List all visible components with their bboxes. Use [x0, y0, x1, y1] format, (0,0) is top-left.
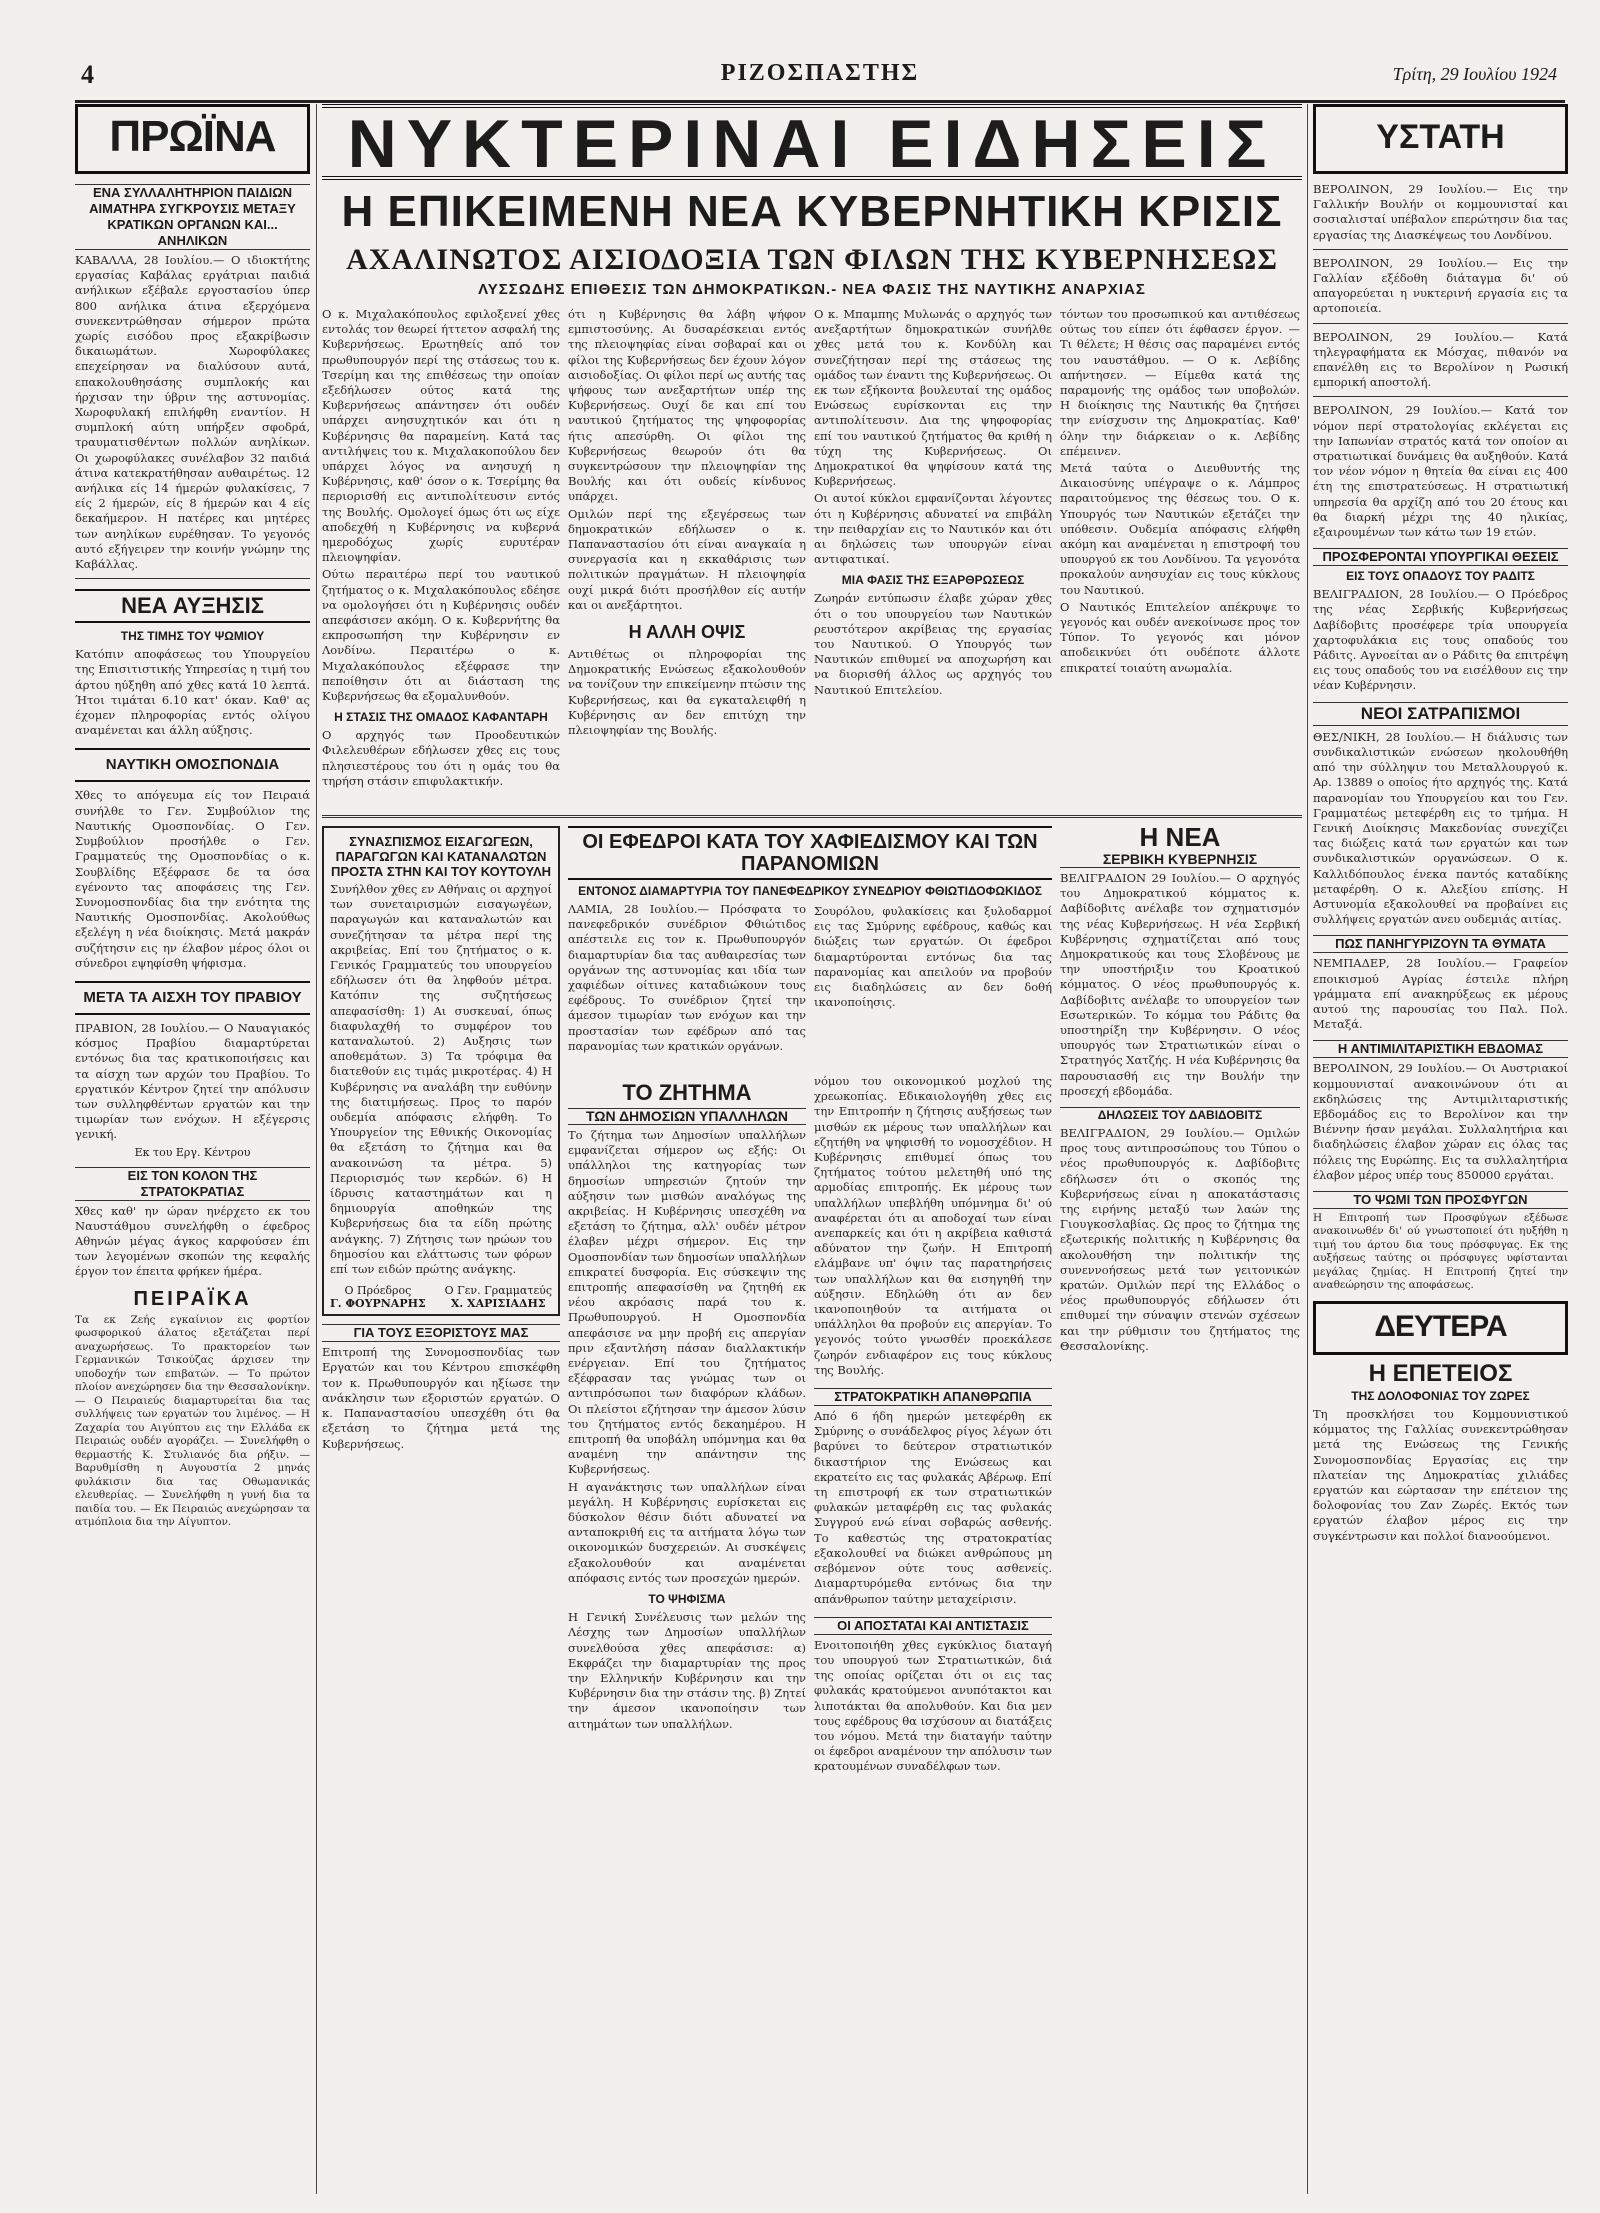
column-divider	[316, 104, 317, 2194]
article-body: Ενοιτοποιήθη χθες εγκύκλιος διαταγή του υπουργού των Στρατιωτικών, διά της οποίας ορίζεται ότι οι εις τας φυλακάς κρατούμενοι ανυπότακτοι και λιποτάκται θα απολυθούν. Και δια μεν τους εφέδρους θα ισχύσουν αι διατάξεις του νόμου. Μετά την διαταγήν ταύτην οι έφεδροι αναμένουν την απόλυσιν των κρατουμένων συναδέλφων των.	[814, 1637, 1052, 1774]
headline: Η ΝΕΑ	[1139, 826, 1221, 852]
article-body: Κατόπιν αποφάσεως του Υπουργείου της Επισιτιστικής Υπηρεσίας η τιμή του άρτου ηύξηθη από χθες κατά 10 λεπτά. Ήτοι τιμάται 6.10 κατ' όκαν. Καθ' ας έχομεν πληροφορίας εντός ολίγου αναμένεται και άλλη αύξησις.	[75, 647, 310, 738]
article-body: ΒΕΡΟΛΙΝΟΝ, 29 Ιουλίου.— Εις την Γαλλίαν εξέδοθη διάταγμα δι' ού απαγορεύεται η νυκτερινή εργασία εις τα αρτοποιεία.	[1313, 255, 1568, 316]
article-body: Σουρόλου, φυλακίσεις και ξυλοδαρμοί εις τας Σμύρνης εφέδρους, καθώς και διώξεις των εργατών. Οι έφεδροι διαμαρτύρονται εντόνως δια τας παρανομίας και απειλούν να προβούν εις διαδηλώσεις αν δεν δοθή ικανοποίησις.	[814, 904, 1052, 1010]
subheadline: ΤΗΣ ΤΙΜΗΣ ΤΟΥ ΨΩΜΙΟΥ	[120, 629, 265, 644]
article-body: Επιτροπή της Συνομοσπονδίας των Εργατών και του Κέντρου επισκέφθη τον κ. Πρωθυπουργόν και ηξίωσε την ανάκλησιν των εξοριστών εργατών. Ο κ. Παπαναστασίου υπεσχέθη ότι θα εξετάση το ζήτημα μετά της Κυβερνήσεως.	[322, 1345, 560, 1451]
headline: Η ΑΝΤΙΜΙΛΙΤΑΡΙΣΤΙΚΗ ΕΒΔΟΜΑΣ	[1313, 1040, 1568, 1058]
article-body: Από 6 ήδη ημερών μετεφέρθη εκ Σμύρνης ο συνάδελφος ρίγος λέγων ότι βαρύνει το δεύτερον στρατιωτικόν δικαστήριον της Ενώσεως και εκρατείτο εις τας φυλακάς Αβέρωφ. Επί τη επιστροφή εκ των στρατιωτικών φυλακών μεταφέρθη εις τας φυλακάς Συγγρού ενώ είναι σοβαρώς ασθενής. Το καθεστώς της στρατοκρατίας εξακολουθεί να διώκει ανθρώπους μη σεβόμενον ούτε τους ασθενείς. Διαμαρτυρόμεθα εντόνως δια την απάνθρωπον ταύτην μεταχείρισιν.	[814, 1409, 1052, 1606]
article-body: ΒΕΛΙΓΡΑΔΙΟΝ 29 Ιουλίου.— Ο αρχηγός του Δημοκρατικού κόμματος κ. Δαβίδοβιτς ανέλαβε τον σχηματισμόν της νέας Κυβερνήσεως. Η νέα Σερβική Κυβέρνησις σχηματίζεται από τους Δημοκρατικούς και τους Σλοβένους με την υποστήριξιν του Κροατικού κόμματος. Ο νέος πρωθυπουργός κ. Δαβίδοβιτς ανέλαβε το υπουργείον των Εσωτερικών. Το κόμμα του Ράδιτς θα υποστηρίξη την Κυβέρνησιν. Ο νέος υπουργός των Στρατιωτικών είναι ο Στρατηγός Χατζής. Η νέα Κυβέρνησις θα παρουσιασθή εις την Βουλήν την προσεχή εβδομάδα.	[1060, 871, 1300, 1098]
subheadline: ΤΟ ΨΗΦΙΣΜΑ	[648, 1592, 726, 1607]
article-body: Ζωηράν εντύπωσιν έλαβε χώραν χθες ότι ο του υπουργείου των Ναυτικών ρευστότερον ακρίβειας της εργασίας του Ναυτικού. Ο Υπουργός των Ναυτικών επιθυμεί να αποχωρήση και να διορισθή άλλος ως αρχηγός του Ναυτικού Επιτελείου.	[814, 591, 1052, 697]
headline: ΕΙΣ ΤΟΝ ΚΟΛΟΝ ΤΗΣ ΣΤΡΑΤΟΚΡΑΤΙΑΣ	[75, 1167, 310, 1201]
subheadline: ΜΙΑ ΦΑΣΙΣ ΤΗΣ ΕΞΑΡΘΡΩΣΕΩΣ	[841, 573, 1025, 588]
headline: ΠΩΣ ΠΑΝΗΓΥΡΙΖΟΥΝ ΤΑ ΘΥΜΑΤΑ	[1313, 935, 1568, 953]
second-edition-banner: ΔΕΥΤΕΡΑ	[1313, 1301, 1568, 1355]
headline: ΤΟ ΨΩΜΙ ΤΩΝ ΠΡΟΣΦΥΓΩΝ	[1313, 1191, 1568, 1209]
headline: ΝΕΟΙ ΣΑΤΡΑΠΙΣΜΟΙ	[1313, 702, 1568, 726]
article-body: Χθες το απόγευμα είς τον Πειραιά συνήλθε το Γεν. Συμβούλιον της Ναυτικής Ομοσπονδίας. Ο Γεν. Συμβούλιον προσήλθε ο Γεν. Γραμματεύς της Ομοσπονδίας ο κ. Σουβλίδης Εξέφρασε δε τα όσα εγένοντο τας αποφάσεις της Γεν. Συνομοσπονδίας δια την ενότητα της Ναυτικής Ομοσπονδίας. Ακολούθως εξελέγη η νέα διοίκησις. Μετά μακράν συζήτησιν εις ην έλαβον μέρος όλοι οι σύνεδροι εψηφίσθη ψήφισμα.	[75, 788, 310, 970]
right-column	[1313, 104, 1568, 2194]
headline: ΠΕΙΡΑΪΚΑ	[133, 1287, 252, 1310]
article-body: Τα εκ Ζεής εγκαίνιον εις φορτίον φωσφορικού άλατος εξετάζεται περί αναχωρήσεως. Το πρακτορείον των Γερμανικών Τσικούζας άρχισεν την υποδοχήν των επιβατών. — Το πρώτον πλοίον ανεχώρησεν δια την Θεσσαλονίκην. — Ο Πειραιεύς διαμαρτυρείται δια τας συλλήψεις των εργατών του λιμένος. — Η Ζαχαρία του Αιγύπτου εις την Ελλάδα εκ Πειραιώς ουδέν αγοράζει. — Συνελήφθη ο θερμαστής Κ. Στυλιανός δια ρήξιν. — Βαρυθμίσθη η Αυγουστία 2 μηνάς φυλάκισιν δια τας Οθωμανικάς ελευθερίας. — Συνελήφθη η γυνή δια τα παιδία του. — Εκ Πειραιώς ανεχώρησαν τα ατμόπλοια δια την Αίγυπτον.	[75, 1313, 310, 1529]
article-body: Μετά ταύτα ο Διευθυντής της Δικαιοσύνης υπέγραψε ο κ. Λάμπρος παραιτούμενος της θέσεως του. Ο κ. Υπουργός των Ναυτικών εξετάζει την υπόθεσιν. Ουδεμία απόφασις ελήφθη ακόμη και αναμένεται η επιστροφή του υπουργού εκ του Λονδίνου. Τα γεγονότα προκαλούν ανησυχίαν εις τους κύκλους του Ναυτικού.	[1060, 461, 1300, 597]
newspaper-name: ΡΙΖΟΣΠΑΣΤΗΣ	[720, 60, 920, 86]
article-body: Ο κ. Μπαμπης Μυλωνάς ο αρχηγός των ανεξαρτήτων δημοκρατικών συνήλθε χθες μετά του κ. Κονδύλη και συνεζήτησαν περί της στάσεως της ομάδος των έναντι της Κυβερνήσεως. Οι εκ των εξήκοντα βουλευταί της ομάδος Ενώσεως ευρίσκονται εις την αντιπολίτευσιν. Δια της ψηφοφορίας επί του ναυτικού ζητήματος θα κριθή η τύχη της Κυβερνήσεως. Οι Δημοκρατικοί θα ψηφίσουν κατά της Κυβερνήσεως.	[814, 307, 1052, 489]
subheadline: Η ΑΛΛΗ ΟΨΙΣ	[628, 622, 746, 643]
last-minute-banner: ΥΣΤΑΤΗ	[1313, 104, 1568, 174]
article-body: νόμου του οικονομικού μοχλού της χρεωκοπίας. Εδικαιολογήθη χθες εις την Επιτροπήν η ζήτησις αυξήσεως των μισθών εκ μέρους των υπαλλήλων και εζητήθη να ψηφισθή το νομοσχέδιον. Η Κυβέρνησις επιθυμεί όπως του ζητήματος τούτου μελετηθή υπό της αρμοδίας επιτροπής. Εκ μέρους των υπαλλήλων υπεβλήθη υπόμνημα δι' ού αναφέρεται ότι αι αποδοχαί των είναι ανεπαρκείς και ότι η ακρίβεια καθιστά αδύνατον την ζωήν. Η Επιτροπή ελάμβανε υπ' όψιν τας παρατηρήσεις των υπαλλήλων και θα εισηγηθή την αύξησιν. Εδηλώθη ότι αν δεν ικανοποιηθούν τα αιτήματα οι υπάλληλοι θα προβούν εις απεργίαν. Το γεγονός τούτο γνωσθέν προεκάλεσε ζωηρόν ενδιαφέρον εις τους κύκλους της Βουλής.	[814, 1074, 1052, 1377]
article-body: Τη προσκλήσει του Κομμουνιστικού κόμματος της Γαλλίας συνεκεντρώθησαν μετά της Ενώσεως της Γενικής Συνομοσπονδίας Εργασίας εις την πλατείαν της Δημοκρατίας χιλιάδες εργατών και εώρτασαν την επέτειον της δολοφονίας του Ζαν Ζωρές. Εκτός των εργατών έλαβον μέρος εις την συγκέντρωσιν και πολλοί διανοούμενοι.	[1313, 1406, 1568, 1543]
main-deck: ΛΥΣΣΩΔΗΣ ΕΠΙΘΕΣΙΣ ΤΩΝ ΔΗΜΟΚΡΑΤΙΚΩΝ.- ΝΕΑ ΦΑΣΙΣ ΤΗΣ ΝΑΥΤΙΚΗΣ ΑΝΑΡΧΙΑΣ	[478, 281, 1146, 298]
article-body: ΒΕΡΟΛΙΝΟΝ, 29 Ιουλίου.— Εις την Γαλλικήν Βουλήν οι κομμουνισταί και σοσιαλισταί υπέβαλον επερώτησιν δια τας εργασίας της Διασκέψεως του Λονδίνου.	[1313, 182, 1568, 242]
headline: ΣΤΡΑΤΟΚΡΑΤΙΚΗ ΑΠΑΝΘΡΩΠΙΑ	[814, 1388, 1052, 1406]
headline: ΕΝΑ ΣΥΛΛΑΛΗΤΗΡΙΟΝ ΠΑΙΔΙΩΝ ΑΙΜΑΤΗΡΑ ΣΥΓΚΡΟΥΣΙΣ ΜΕΤΑΞΥ ΚΡΑΤΙΚΩΝ ΟΡΓΑΝΩΝ ΚΑΙ... ΑΝΗΛΙΚΩΝ	[75, 184, 310, 250]
divider	[75, 578, 310, 579]
center-column	[322, 104, 1302, 2194]
article-body: Η Επιτροπή των Προσφύγων εξέδωσε ανακοινωθέν δι' ού γνωστοποιεί ότι ηυξήθη η τιμή του άρτου δια τους πρόσφυγας. Εκ της αυξήσεως ταύτης οι πρόσφυγες υφίστανται μεγάλας ζημίας. Η Επιτροπή ζητεί την αναθεώρησιν της αποφάσεως.	[1313, 1211, 1568, 1292]
article-body: Αντιθέτως οι πληροφορίαι της Δημοκρατικής Ενώσεως εξακολουθούν να τονίζουν την επικείμενην πτώσιν της Κυβερνήσεως, και θα εγκαταλειφθή η Κυβέρνησις αν δεν επιτύχη την πλειοψηφίαν της Βουλής.	[568, 647, 806, 738]
headline: ΜΕΤΑ ΤΑ ΑΙΣΧΗ ΤΟΥ ΠΡΑΒΙΟΥ	[75, 981, 310, 1015]
article-body: ΒΕΡΟΛΙΝΟΝ, 29 Ιουλίου.— Οι Αυστριακοί κομμουνισταί ανακοινώνουν ότι αι εκδηλώσεις της Αντιμιλιταριστικής Εβδομάδος εις το Βερολίνον και την Βιέννην ήσαν μεγάλαι. Συλλαλητήρια και διαδηλώσεις έλαβον χώραν εις όλας τας πόλεις της Ευρώπης. Εις τα συλλαλητήρια έλαβον μέρος υπέρ τους 850000 εργάται.	[1313, 1061, 1568, 1182]
divider	[1313, 396, 1568, 397]
article-body: Ο κ. Μιχαλακόπουλος εφιλοξενεί χθες εντολάς τον θεωρεί ήττετον ασφαλή της Κυβερνήσεως. Ερωτηθείς από τον πρωθυπουργόν περί της στάσεως του κ. Τσερίμη και της επιθέσεως την οποίαν εξεδήλωσεν ούτος κατά της Κυβερνήσεως απάντησεν ότι ουδέν υπάρχει ανησυχητικόν και ότι η Κυβέρνησις θα παραμείνη. Κατά τας αντιλήψεις του κ. Μιχαλακοπούλου δεν υπάρχει λόγος να ανησυχή η Κυβέρνησις, καθ' όσον ο κ. Τσερίμης θα περιορισθή εις αντιπολίτευσιν εντός της Βουλής. Ομολογεί όμως ότι ως είχε αποδεχθή η Κυβέρνησις να κυβερνά ημεροδόχως χωρίς ευρυτέραν πλειοψηφίαν.	[322, 307, 560, 565]
article-body: ΒΕΛΙΓΡΑΔΙΟΝ, 29 Ιουλίου.— Ομιλών προς τους αντιπροσώπους του Τύπου ο νέος πρωθυπουργός κ. Δαβίδοβιτς εδήλωσεν ότι ο σκοπός της Κυβερνήσεως είναι η αποκατάστασις της ειρήνης μεταξύ των λαών της Γιουγκοσλαβίας. Ως προς το ζήτημα της εξωτερικής πολιτικής η Κυβέρνησις θα ακολουθήση την πολιτικήν της συνεννοήσεως μετά των γειτονικών κρατών. Ομιλών περί της Ελλάδος ο νέος πρωθυπουργός εδήλωσεν ότι επιθυμεί την σύναψιν στενών σχέσεων και την ρύθμισιν του ζητήματος της Θεσσαλονίκης.	[1060, 1126, 1300, 1353]
subheadline: ΤΩΝ ΔΗΜΟΣΙΩΝ ΥΠΑΛΛΗΛΩΝ	[568, 1108, 806, 1125]
article-body: ΒΕΡΟΛΙΝΟΝ, 29 Ιουλίου.— Κατά τηλεγραφήματα εκ Μόσχας, πιθανόν να επανέλθη εις το Βερολίνον η Ρωσική εμπορική αποστολή.	[1313, 329, 1568, 390]
masthead-rule	[75, 100, 1565, 103]
issue-date: Τρίτη, 29 Ιουλίου 1924	[1392, 64, 1557, 84]
left-column	[75, 104, 310, 2194]
subheadline: ΔΗΛΩΣΕΙΣ ΤΟΥ ΔΑΒΙΔΟΒΙΤΣ	[1060, 1107, 1300, 1123]
main-headline: Η ΕΠΙΚΕΙΜΕΝΗ ΝΕΑ ΚΥΒΕΡΝΗΤΙΚΗ ΚΡΙΣΙΣ	[341, 187, 1283, 236]
signature: Εκ του Εργ. Κέντρου	[134, 1145, 251, 1159]
article-body: Η αγανάκτησις των υπαλλήλων είναι μεγάλη. Η Κυβέρνησις ευρίσκεται εις δύσκολον θέσιν διότι αδυνατεί να ανταποκριθή εις τα αιτήματα λόγω των οικονομικών δυσχερειών. Αι συσκέψεις εξακολουθούν και αναμένεται απόφασις εντός των προσεχών ημερών.	[568, 1479, 806, 1585]
signature-title: Ο Πρόεδρος	[344, 1284, 412, 1298]
article-body: Ο αρχηγός των Προοδευτικών Φιλελευθέρων εδήλωσεν χθες εις τους πλησιεστέρους του ότι η ομάς του θα τηρήση στάσιν επιφυλακτικήν.	[322, 728, 560, 788]
subheadline: ΤΗΣ ΔΟΛΟΦΟΝΙΑΣ ΤΟΥ ΖΩΡΕΣ	[1351, 1388, 1530, 1403]
headline: Η ΕΠΕΤΕΙΟΣ	[1368, 1359, 1513, 1387]
article-body: Ούτω περαιτέρω περί του ναυτικού ζητήματος ο κ. Μιχαλακόπουλος εδέησε να ομολογήσει ότι η Κυβέρνησις ουδέν απεφάσισεν ακόμη. Ο κ. Κυβερνήτης θα εκπροσωπήση την Κυβέρνησιν εν Λονδίνω. Περαιτέρω ο κ. Μιχαλακόπουλος εξέφρασε την πεποίθησιν ότι αι διάσταση της Κυβερνήσεως θα εξομαλυνθούν.	[322, 567, 560, 704]
article-body: ΚΑΒΑΛΛΑ, 28 Ιουλίου.— Ο ιδιοκτήτης εργασίας Καβάλας εργάτριαι παιδιά ανήλικων εξέβαλε εργοστασίου ύπερ 800 ανήλικα άτινα εξερχόμενα συνεκεντρώθησαν σήμερον πρώτα χωρίς εισόδου προς εξακρίβωσιν δικαιωμάτων. Χωροφύλακες επεχείρησαν να διαλύσουν αυτά, επακολουθησάσης συμπλοκής και ήρχισαν την ύβριν της αστυνομίας. Χωροφυλακή επιλήφθη εναντίον. Η συμπλοκή αύτη υπήρξεν σφοδρά, τραυματισθέντων πολλών ανηλίκων. Οι χωροφύλακες συνέλαβον 32 παιδιά άτινα κατεκρατήθησαν αυθαιρέτως. 12 ανήλικα είς 14 ήμερών φυλακίσεις, 7 είς 2 ήμερών, είς 8 ήμερών και 4 είς δεκαήμερον. Η πατέρες και μητέρες των ανηλίκων ευρέθησαν. Το γεγονός αυτό εξήγειρεν την κοινήν γνώμην της Καβάλλας.	[75, 253, 310, 572]
lower-articles	[322, 826, 1302, 2176]
article-body: ΝΕΜΠΑΔΕΡ, 28 Ιουλίου.— Γραφείον εποικισμού Αγρίας έστειλε πλήρη γράμματα επί ανακηρύξεως εκ μέρους αυτού της παρουσίας του Παλ. Πολ. Μεταξά.	[1313, 956, 1568, 1032]
article-body: Συνήλθον χθες εν Αθήναις οι αρχηγοί των συνεταιρισμών εισαγωγέων, παραγωγών και καταναλωτών και συνεζήτησαν τα μέτρα περί της ακριβείας. Επί του ζητήματος ο κ. Γενικός Γραμματεύς του υπουργείου εδήλωσεν ότι θα ληφθούν μέτρα. Κατόπιν της συζητήσεως απεφασίσθη: 1) Αι συσκευαί, όπως διαφυλαχθή το συμφέρον του καταναλωτού. 2) Αυξησις των αποθεμάτων. 3) Τα τρόφιμα θα διατεθούν εις τιμάς μικροτέρας. 4) Η Κυβέρνησις να αναλάβη την ευθύνην της διατιμήσεως. Προς το παρόν ουδεμία απόφασις ελήφθη. Το Υπουργείον της Εθνικής Οικονομίας θα εξετάση το ζήτημα και θα ανακοινώση τα μέτρα. 5) Περιορισμός των κερδών. 6) Η ίδρυσις καταστημάτων και η δημιουργία αποθηκών της Κυβερνήσεως δια τα είδη πρώτης ανάγκης. 7) Ζήτησις των ηρώων του δημοσίου και ελάττωσις των φόρων επί των ειδών πρώτης ανάγκης.	[330, 882, 552, 1277]
headline: ΓΙΑ ΤΟΥΣ ΕΞΟΡΙΣΤΟΥΣ ΜΑΣ	[322, 1324, 560, 1342]
morning-news-banner: ΠΡΩΪΝΑ	[75, 104, 310, 174]
page-number: 4	[81, 60, 94, 89]
column-divider	[1307, 104, 1308, 2194]
main-subheadline: ΑΧΑΛΙΝΩΤΟΣ ΑΙΣΙΟΔΟΞΙΑ ΤΩΝ ΦΙΛΩΝ ΤΗΣ ΚΥΒΕΡΝΗΣΕΩΣ	[346, 243, 1278, 276]
article-body: τόντων του προσωπικού και αντιθέσεως ούτως του είπεν ότι έφθασεν έργον. — Τι θέλετε; Η θέσις σας παραμένει εντός του ναυστάθμου. — Ο κ. Λεβίδης απήντησεν. — Είμεθα κατά της παραμονής της ομάδος των υποβολών. Η διοίκησις της Ναυτικής θα ζητήσει την ενίσχυσιν της Δημοκρατίας. Καθ' όλην την διάρκειαν ο κ. Λεβίδης επέμεινεν.	[1060, 307, 1300, 458]
divider	[1313, 323, 1568, 324]
article-body: ΛΑΜΙΑ, 28 Ιουλίου.— Πρόσφατα το πανεφεδρικόν συνέδριον Φθιώτιδος απέστειλε εις τον κ. Πρωθυπουργόν διαμαρτυρίαν δια τας αυθαιρεσίας των οργάνων της αστυνομίας και ιδία των χαφιέδων οίτινες καταδιώκουν τους εφέδρους. Το συνέδριον ζητεί την άμεσον τιμωρίαν των ενόχων και την προστασίαν των εφέδρων από τας παρανομίας των κρατικών οργάνων.	[568, 902, 806, 1053]
headline: ΣΥΝΑΣΠΙΣΜΟΣ ΕΙΣΑΓΩΓΕΩΝ, ΠΑΡΑΓΩΓΩΝ ΚΑΙ ΚΑΤΑΝΑΛΩΤΩΝ ΠΡΟΣΤΑ ΣΤΗΝ ΚΑΙ ΤΟΥ ΚΟΥΤΟΥΛΗ	[330, 834, 552, 879]
article-body: ΒΕΛΙΓΡΑΔΙΟΝ, 28 Ιουλίου.— Ο Πρόεδρος της νέας Σερβικής Κυβερνήσεως Δαβίδοβιτς προσέφερε τρία υπουργεία χαρτοφυλάκια εις τους οπαδούς του Ράδιτς. Αγνοείται αν ο Ράδιτς θα επιτρέψη εις τους οπαδούς του να εισέλθουν εις την νέαν Κυβέρνησιν.	[1313, 587, 1568, 693]
headline: ΤΟ ΖΗΤΗΜΑ	[622, 1080, 752, 1105]
article-body: Ομιλών περί της εξεγέρσεως των δημοκρατικών εδήλωσεν ο κ. Παπαναστασίου ότι είναι αναγκαία η συνεργασία και η εκκαθάρισις των πολιτικών πραγμάτων. Η πλειοψηφία ουχί μικρά διότι προσήλθον είς αυτήν και οι ανεξάρτητοι.	[568, 506, 806, 612]
article-body: Οι αυτοί κύκλοι εμφανίζονται λέγοντες ότι η Κυβέρνησις αδυνατεί να επιβάλη την πειθαρχίαν εις το Ναυτικόν και ότι αι δηλώσεις των υπουργών είναι αντιφατικαί.	[814, 491, 1052, 567]
article-body: Η Γενική Συνέλευσις των μελών της Λέσχης των Δημοσίων υπαλλήλων συνελθούσα χθες απεφάσισε: α) Εκφράζει την διαμαρτυρίαν της προς την Ελληνικήν Κυβέρνησιν και την Κυβέρνησιν δια την στάσιν της. β) Ζητεί την άμεσον ικανοποίησιν των αιτημάτων των υπαλλήλων.	[568, 1610, 806, 1731]
signature-title: Ο Γεν. Γραμματεύς	[444, 1284, 552, 1298]
subheadline: ΕΙΣ ΤΟΥΣ ΟΠΑΔΟΥΣ ΤΟΥ ΡΑΔΙΤΣ	[1346, 569, 1535, 584]
headline: ΟΙ ΑΠΟΣΤΑΤΑΙ ΚΑΙ ΑΝΤΙΣΤΑΣΙΣ	[814, 1617, 1052, 1635]
signature-name: Γ. ΦΟΥΡΝΑΡΗΣ	[330, 1297, 426, 1311]
article-body: Χθες καθ' ην ώραν ηνέρχετο εκ του Ναυστάθμου συνελήφθη ο έφεδρος Αθηνών μέγας άγκος καρφούσεν έπι των λεγομένων σκοπών της κεφαλής έργον τον έπειτα φρήκεν ήμέρα.	[75, 1203, 310, 1279]
headline: ΟΙ ΕΦΕΔΡΟΙ ΚΑΤΑ ΤΟΥ ΧΑΦΙΕΔΙΣΜΟΥ ΚΑΙ ΤΩΝ ΠΑΡΑΝΟΜΙΩΝ	[568, 826, 1052, 880]
headline: ΝΕΑ ΑΥΞΗΣΙΣ	[75, 589, 310, 623]
article-body: ΘΕΣ/ΝΙΚΗ, 28 Ιουλίου.— Η διάλυσις των συνδικαλιστικών ενώσεων ηκολουθήθη από την σύλληψιν του Μεταλλουργού κ. Αρ. 13889 ο οποίος ήτο αρχηγός της. Κατά παρανομίαν του Υπουργείου και του Γεν. Γραμματέως μετεφέρθη εις το τμήμα. Η Γενική Διοίκησις Μακεδονίας συνεχίζει τας διώξεις κατά των εργατών και των συνδικαλιστικών οργανώσεων. Ο κ. Καλλιδόπουλος ένεκα παντός καταδίκης μεταφέρθη. Ο κ. Αλεξίου επίσης. Η Αστυνομία εξακολουθεί να προβαίνει εις συλλήψεις εργατών ανευ ουδεμιάς αιτίας.	[1313, 729, 1568, 927]
subheadline: ΕΝΤΟΝΟΣ ΔΙΑΜΑΡΤΥΡΙΑ ΤΟΥ ΠΑΝΕΦΕΔΡΙΚΟΥ ΣΥΝΕΔΡΙΟΥ ΦΘΙΩΤΙΔΟΦΩΚΙΔΟΣ	[578, 884, 1042, 898]
divider	[1313, 249, 1568, 250]
article-body: Ο Ναυτικός Επιτελείον απέκρυψε το γεγονός και ουδέν ανεκοίνωσε προς τον Τύπον. Το γεγονός και μόνον αποδεικνύει ότι ουδέποτε άλλοτε επικρατεί τοιαύτη ανωμαλία.	[1060, 599, 1300, 675]
night-news-banner: ΝΥΚΤΕΡΙΝΑΙ ΕΙΔΗΣΕΙΣ	[322, 104, 1302, 180]
article-body: ΠΡΑΒΙΟΝ, 28 Ιουλίου.— Ο Ναυαγιακός κόσμος Πραβίου διαμαρτύρεται εντόνως δια τας κρατικοποιήσεις και τα αίσχη των αρχών του Πραβίου. Το εργατικόν Κέντρον ζητεί την απόλυσιν των συλληφθέντων εργατών και την τιμωρίαν των ενόχων. Η εξέγερσις γενική.	[75, 1020, 310, 1142]
subheadline: ΣΕΡΒΙΚΗ ΚΥΒΕΡΝΗΣΙΣ	[1060, 852, 1300, 868]
signature-name: Χ. ΧΑΡΙΣΙΑΔΗΣ	[450, 1297, 546, 1311]
divider	[322, 815, 1302, 818]
article-body: Το ζήτημα των Δημοσίων υπαλλήλων εμφανίζεται σήμερον ως εξής: Οι υπάλληλοι της κατηγορίας των δημοσίων υπηρεσιών ζητούν την αύξησιν των μισθών αναλόγως της ακριβείας. Η Κυβέρνησις υπεσχέθη να εξετάση το ζήτημα, αλλ' ουδέν μέτρον έλαβεν μέχρι σήμερον. Εις την Ομοσπονδίαν των δημοσίων υπαλλήλων επικρατεί δυσφορία. Εις σύσκεψιν της επιτροπής απεφασίσθη να ζητηθή εκ νέου ακρόασις παρά του κ. Πρωθυπουργού. Η Ομοσπονδία απεφάσισε να μην προβή εις απεργίαν πριν εξαντλήση πάσαν διαλλακτικήν ενέργειαν. Επί του ζητήματος εξέφρασαν τας γνώμας των οι αντιπρόσωποι των διαφόρων κλάδων. Οι πλείστοι εζήτησαν την άμεσον λύσιν του ζητήματος εντός δεκαημέρου. Η επιτροπή θα υποβάλη υπόμνημα και θα αναμένη την απάντησιν της Κυβερνήσεως.	[568, 1128, 806, 1477]
headline: ΠΡΟΣΦΕΡΟΝΤΑΙ ΥΠΟΥΡΓΙΚΑΙ ΘΕΣΕΙΣ	[1313, 548, 1568, 566]
article-body: ότι η Κυβέρνησις θα λάβη ψήφον εμπιστοσύνης. Αι δυσαρέσκειαι εντός της πλειοψηφίας είναι σοβαραί και οι φίλοι της Κυβερνήσεως δεν έχουν λόγον αισιοδοξίας. Οι φίλοι περί ως αυτής τας ψήφους των ανεξαρτήτων υπέρ της Κυβερνήσεως. Ουχί δε και επί του ναυτικού ζητήματος της ψηφοφορίας ήτις απεσύρθη. Οι φίλοι της Κυβερνήσεως θεωρούν ότι θα συγκεντρώσουν την πλειοψηφίαν της Βουλής και ότι ουδείς κίνδυνος υπάρχει.	[568, 307, 806, 504]
crisis-article	[322, 307, 1302, 807]
subheadline: Η ΣΤΑΣΙΣ ΤΗΣ ΟΜΑΔΟΣ ΚΑΦΑΝΤΑΡΗ	[334, 710, 548, 725]
headline: ΝΑΥΤΙΚΗ ΟΜΟΣΠΟΝΔΙΑ	[75, 748, 310, 782]
article-body: ΒΕΡΟΛΙΝΟΝ, 29 Ιουλίου.— Κατά τον νόμον περί στρατολογίας εκλέγεται εις την Ιαπωνίαν στρατός κατά τον οποίον αι στρατιωτικαί δυνάμεις θα αυξηθούν. Κατά τον νέον νόμον η θητεία θα είναι εις 400 έτη της επιστρατεύσεως. Η στρατιωτική υπηρεσία θα αρχίζη από του 20 έτους και θα διαρκή μέχρι της 40 ηλικίας, εξαιρουμένων των κάτω των 19 ετών.	[1313, 403, 1568, 540]
